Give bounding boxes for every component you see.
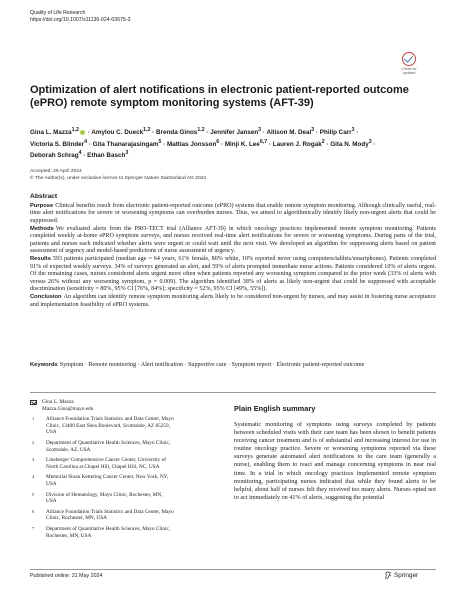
abstract-results: Results 593 patients participated (median age = 64 years, 61% female, 80% white, 10% reported never using computers/tablets/smartphones). Patients completed 91% of expected weekly surveys. 34% of surveys generated an alert, and 59% of alerts prompted immediate nurse actions. Patients considered 10% of alerts urgent. Of the remaining cases, nurses considered alerts urgent more often when patients reported any worsening symptom compared to the prior week (33% of alerts with versus 26% without any worsening symptom, p = 0.009). The algorithm identified 38% of alerts as likely non-urgent that could be suppressed with acceptable discrimination (sensitivity = 80%, 95% CI [76%, 84%]; specificity = 52%, 95% CI [49%, 55%]). (30, 256, 436, 293)
author-line-3: Deborah Schrag$^4$ · Ethan Basch$^3$ (30, 150, 129, 160)
publisher-name: Springer (394, 571, 419, 579)
check-updates-icon (402, 52, 416, 66)
publication-dates (30, 168, 206, 182)
plain-english-summary (234, 404, 436, 502)
section-divider (30, 392, 436, 393)
keywords-label: Keywords (30, 362, 58, 368)
published-date: Published online: 21 May 2024 (30, 573, 103, 579)
footer-divider (30, 569, 436, 570)
journal-header (30, 10, 130, 24)
author-info-column (30, 399, 218, 543)
publisher-logo (384, 571, 418, 579)
author-line-1: Gina L. Mazza$^{1,2}$ · Amylou C. Dueck$^{1,2}$ · Brenda Ginos$^{1,2}$ · Jennifer Jansen$^3$ · Allison M. Deal$^3$ · Philip Carr$^3$ · (30, 127, 359, 137)
affiliation-item: 3 Lineberger Comprehensive Cancer Center, University of North Carolina at Chapel Hill, Chapel Hill, NC, USA (32, 457, 167, 470)
check-for-updates-badge[interactable] (394, 52, 424, 78)
affiliation-item: 6 Alliance Foundation Trials Statistics and Data Center, Mayo Clinic, Rochester, MN, USA (32, 508, 174, 522)
abstract-purpose: Purpose Clinical benefits result from electronic patient-reported outcome (ePRO) systems that enable remote symptom monitoring. Although clinically useful, real-time alert notifications for severe or worsening symptoms can overburden nurses. Thus, we aimed to algorithmically identify likely non-urgent alerts that could be suppressed. (30, 202, 436, 224)
springer-horse-icon (384, 571, 392, 579)
corresponding-author: Gina L. Mazza (42, 399, 74, 405)
envelope-icon (30, 400, 37, 405)
abstract-methods: Methods We evaluated alerts from the PRO-TECT trial (Alliance AFT-39) in which oncology practices implemented remote symptom monitoring. Patients completed weekly at-home ePRO symptom surveys, and nurses received real-time alert notifications for severe or worsening symptoms. During parts of the trial, patients and nurses each indicated whether alerts were urgent or could wait until the next visit. We developed an algorithm for suppressing alerts based on patient assessment of urgency and model-based predictions of nurse assessment of urgency. (30, 225, 436, 255)
affiliation-item: 7 Department of Quantitative Health Sciences, Mayo Clinic, Rochester, MN, USA (32, 525, 171, 539)
keywords-text: Symptom · Remote monitoring · Alert notification · Supportive care · Symptom report · Electronic patient-reported outcome (59, 362, 365, 368)
affiliation-item: 1 Alliance Foundation Trials Statistics and Data Center, Mayo Clinic, 13400 East Shea Boulevard, Scottsdale, AZ 85259, USA (32, 416, 174, 436)
abstract-heading: Abstract (30, 193, 58, 200)
abstract-conclusion: Conclusion An algorithm can identify remote symptom monitoring alerts likely to be considered non-urgent by nurses, and may assist in fostering nurse acceptance and implementation feasibility of ePRO systems. (30, 294, 436, 308)
summary-heading: Plain English summary (234, 404, 316, 413)
abstract-section (30, 193, 436, 310)
article-title: Optimization of alert notifications in electronic patient-reported outcome (ePRO) remote symptom monitoring systems (AFT-39) (30, 84, 409, 109)
summary-text: Systematic monitoring of symptoms using surveys completed by patients between scheduled visits with their care team has been shown to benefit patients receiving cancer treatment and is of substantial and increasing interest for use in routine oncology practice. Severe or worsening symptoms reported via these surveys generate automated alert notifications to the care team (generally a nurse), enabling them to react and manage concerning symptoms in near real time. In a trial in which oncology practices implemented remote symptom monitoring, participating nurses indicated that while they found alerts to be helpful, about half of nurses felt they received too many alerts. Nurses opted not to act immediately on 41% of alerts, suggesting the potential (234, 421, 436, 501)
doi-link[interactable]: https://doi.org/10.1007/s11136-024-03675-3 (30, 17, 131, 23)
journal-name: Quality of Life Research (30, 10, 86, 16)
corresponding-email[interactable]: Mazza.Gina@mayo.edu (42, 405, 94, 412)
affiliation-item: 4 Memorial Sloan Kettering Cancer Center, New York, NY, USA (32, 474, 169, 487)
correspondence (30, 399, 218, 412)
author-line-2: Victoria S. Blinder$^4$ · Gita Thanarajasingam$^5$ · Mattias Jonsson$^6$ · Minji K. Lee$^{6,7}$ · Lauren J. Rogak$^2$ · Gita N. Mody$^3$ · (30, 138, 376, 148)
copyright-line: © The Author(s), under exclusive licence to Springer Nature Switzerland AG 2024 (30, 176, 207, 181)
accepted-date: Accepted: 29 April 2024 (30, 169, 82, 174)
orcid-icon[interactable] (80, 130, 85, 135)
author-list (30, 126, 440, 161)
affiliation-item: 5 Division of Hematology, Mayo Clinic, Rochester, MN, USA (32, 491, 163, 505)
check-updates-label: Check for updates (401, 67, 417, 75)
affiliation-item: 2 Department of Quantitative Health Sciences, Mayo Clinic, Scottsdale, AZ, USA (32, 439, 171, 453)
keywords-section (30, 362, 436, 370)
